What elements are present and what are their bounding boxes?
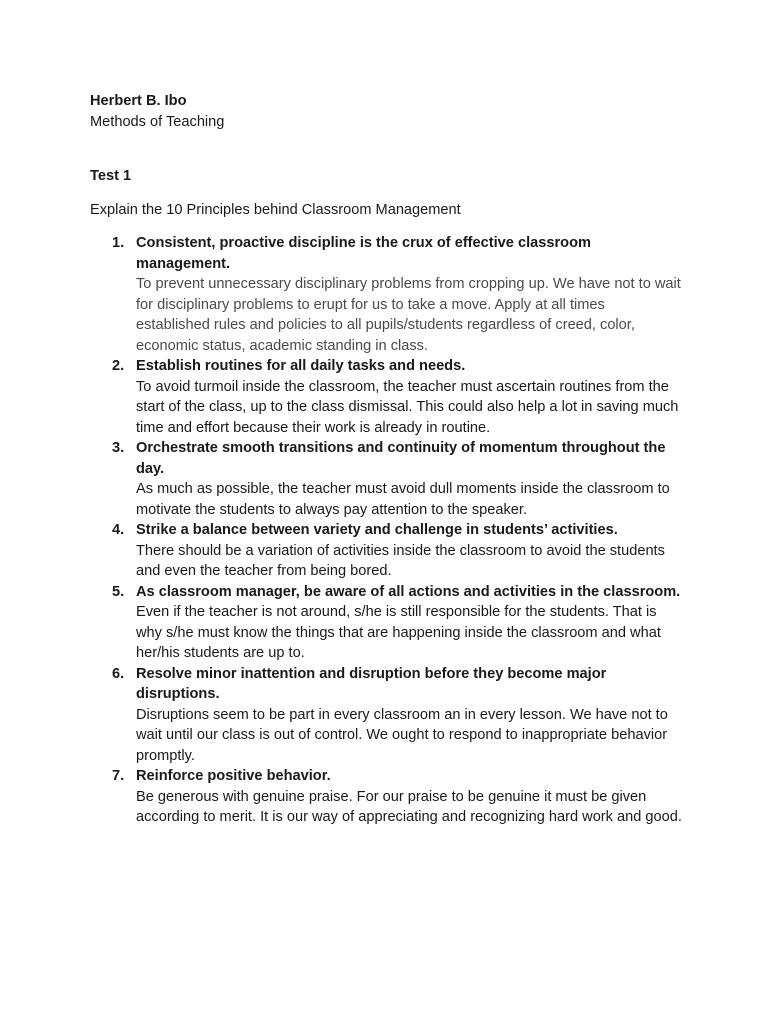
principle-body: Disruptions seem to be part in every classroom an in every lesson. We have not to wait until our class is out of control. We ought to respond to inappropriate behavior promptly.: [136, 706, 668, 764]
principle-heading: Establish routines for all daily tasks and needs.: [136, 358, 466, 374]
principle-body: As much as possible, the teacher must avoid dull moments inside the classroom to motivate the students to always pay attention to the speaker.: [136, 481, 670, 518]
principles-list: [112, 233, 682, 828]
principle-body: To prevent unnecessary disciplinary problems from cropping up. We have not to wait for disciplinary problems to erupt for us to take a move. Apply at all times established rules and policies to all pupils/students regardless of creed, color, economic status, academic standing in class.: [136, 276, 681, 354]
principle-item-6: [112, 664, 682, 767]
principle-number: 6.: [112, 665, 125, 682]
principle-heading: Strike a balance between variety and challenge in students’ activities.: [136, 522, 618, 538]
principle-heading: Resolve minor inattention and disruption before they become major disruptions.: [136, 665, 607, 702]
principle-item-3: [112, 438, 682, 520]
author-name: Herbert B. Ibo: [90, 93, 187, 109]
principle-body: Even if the teacher is not around, s/he is still responsible for the students. That is why s/he must know the things that are happening inside the classroom and what her/his students are up to.: [136, 604, 661, 661]
principle-number: 2.: [112, 358, 125, 374]
principle-item-2: [112, 356, 682, 438]
principle-heading: Consistent, proactive discipline is the crux of effective classroom management.: [136, 235, 591, 272]
principle-body: To avoid turmoil inside the classroom, the teacher must ascertain routines from the start of the class, up to the class dismissal. This could also help a lot in saving much time and effort because their work is already in routine.: [136, 378, 679, 436]
principle-number: 4.: [112, 522, 125, 538]
principle-number: 1.: [112, 235, 125, 251]
principle-body: There should be a variation of activities inside the classroom to avoid the students and even the teacher from being bored.: [136, 542, 665, 579]
principle-number: 3.: [112, 440, 125, 456]
principle-body: Be generous with genuine praise. For our praise to be genuine it must be given according to merit. It is our way of appreciating and recognizing hard work and good.: [136, 788, 682, 825]
principle-item-1: [112, 233, 682, 356]
principle-item-4: [112, 520, 682, 582]
test-prompt: Explain the 10 Principles behind Classroom Management: [90, 202, 461, 218]
principle-number: 5.: [112, 583, 125, 600]
principle-item-5: [112, 582, 682, 664]
principle-heading: As classroom manager, be aware of all actions and activities in the classroom.: [136, 583, 681, 600]
test-title: Test 1: [90, 168, 132, 184]
principle-heading: Orchestrate smooth transitions and continuity of momentum throughout the day.: [136, 440, 666, 477]
principle-item-7: [112, 766, 682, 828]
principle-number: 7.: [112, 768, 125, 784]
principle-heading: Reinforce positive behavior.: [136, 768, 331, 784]
course-title: Methods of Teaching: [90, 114, 225, 130]
